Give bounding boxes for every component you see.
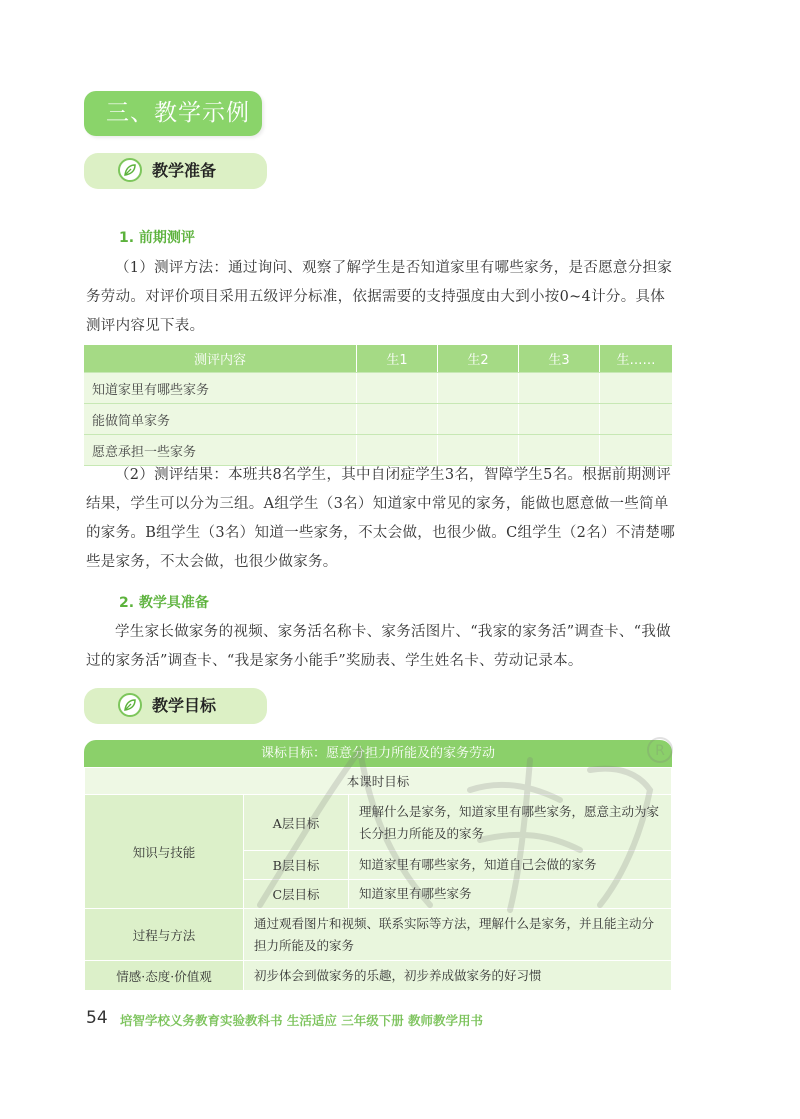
process-text: 通过观看图片和视频、联系实际等方法，理解什么是家务，并且能主动分担力所能及的家务 [244, 909, 672, 961]
leaf-icon [118, 693, 142, 717]
result-text: （2）测评结果：本班共8名学生，其中自闭症学生3名，智障学生5名。根据前期测评结果，学生可以分为三组。A组学生（3名）知道家中常见的家务，能做也愿意做一些简单的家务。B组学生（3名）知道一些家务，不太会做，也很少做。C组学生（2名）不清楚哪些是家务，不太会做，也很少做家务。 [86, 467, 675, 570]
score-cell [438, 373, 519, 404]
prep-banner [84, 153, 267, 189]
book-title: 培智学校义务教育实验教科书 生活适应 三年级下册 教师教学用书 [120, 1013, 484, 1028]
score-cell [519, 373, 600, 404]
goals-table-container [84, 740, 672, 991]
row-label: 能做简单家务 [84, 404, 357, 435]
col-header: 生3 [519, 345, 600, 373]
category-knowledge: 知识与技能 [85, 795, 244, 909]
assess-heading: 1. 前期测评 [119, 230, 195, 246]
assessment-table [84, 345, 672, 466]
score-cell [438, 404, 519, 435]
level-text: 知道家里有哪些家务，知道自己会做的家务 [349, 851, 672, 880]
col-header: 生…… [600, 345, 673, 373]
col-header: 生2 [438, 345, 519, 373]
score-cell [357, 373, 438, 404]
result-paragraph [86, 461, 676, 577]
level-label: C层目标 [244, 880, 349, 909]
level-label: B层目标 [244, 851, 349, 880]
row-label: 知道家里有哪些家务 [84, 373, 357, 404]
subheader: 本课时目标 [85, 768, 672, 795]
level-text: 知道家里有哪些家务 [349, 880, 672, 909]
category-process: 过程与方法 [85, 909, 244, 961]
table-row [85, 961, 672, 991]
table-row [85, 768, 672, 795]
row-label: 愿意承担一些家务 [84, 435, 357, 466]
page-number: 54 [86, 1008, 108, 1028]
level-text: 理解什么是家务，知道家里有哪些家务，愿意主动为家长分担力所能及的家务 [349, 795, 672, 851]
goals-table [84, 767, 672, 991]
emotion-text: 初步体会到做家务的乐趣，初步养成做家务的好习惯 [244, 961, 672, 991]
svg-text:R: R [655, 743, 665, 759]
goals-banner [84, 688, 267, 724]
leaf-icon [118, 158, 142, 182]
score-cell [600, 373, 673, 404]
category-emotion: 情感·态度·价值观 [85, 961, 244, 991]
table-row [84, 404, 672, 435]
prep-banner-label: 教学准备 [152, 161, 217, 180]
score-cell [600, 404, 673, 435]
table-row [84, 373, 672, 404]
goals-banner-label: 教学目标 [152, 696, 217, 715]
assessment-header-row [84, 345, 672, 373]
goals-table-header: 课标目标：愿意分担力所能及的家务劳动 [84, 740, 672, 767]
col-header: 测评内容 [84, 345, 357, 373]
table-row [85, 909, 672, 961]
level-label: A层目标 [244, 795, 349, 851]
tools-heading: 2. 教学具准备 [119, 595, 209, 611]
score-cell [357, 404, 438, 435]
section-title: 三、教学示例 [84, 91, 262, 136]
score-cell [519, 404, 600, 435]
method-text: （1）测评方法：通过询问、观察了解学生是否知道家里有哪些家务，是否愿意分担家务劳动。对评价项目采用五级评分标准，依据需要的支持强度由大到小按0~4计分。具体测评内容见下表。 [86, 260, 673, 334]
col-header: 生1 [357, 345, 438, 373]
tools-text: 学生家长做家务的视频、家务活名称卡、家务活图片、“我家的家务活”调查卡、“我做过的家务活”调查卡、“我是家务小能手”奖励表、学生姓名卡、劳动记录本。 [86, 624, 671, 669]
tools-paragraph [86, 618, 676, 676]
method-paragraph [86, 254, 676, 341]
table-row [85, 795, 672, 851]
